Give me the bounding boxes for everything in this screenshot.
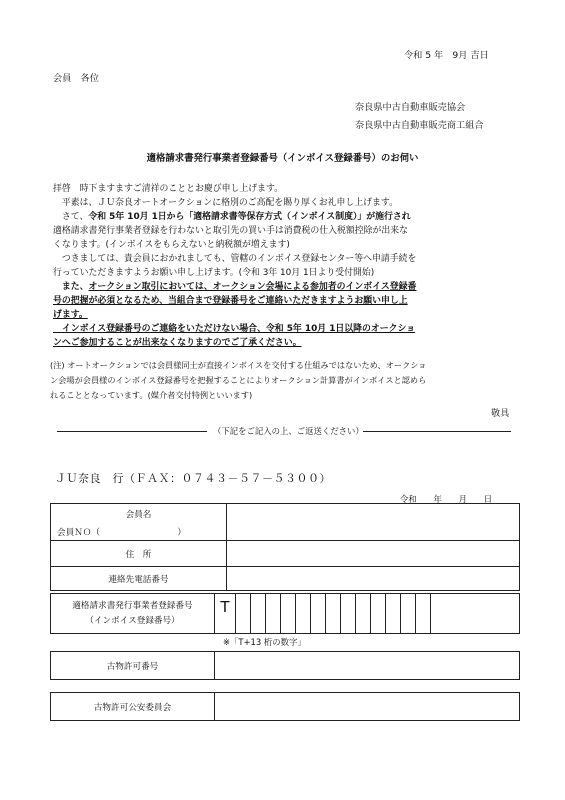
member-name-label: 会員名	[125, 510, 152, 520]
note-line-1: (注) オートオークションでは会員様同士が直接インボイスを交付する仕組みではないため、オークショ	[50, 360, 427, 370]
auction-notice-3: げます。	[53, 310, 88, 320]
member-name-field[interactable]	[227, 504, 520, 541]
antique-permit-table	[50, 651, 520, 680]
invoice-intro: さて、令和 5年 10月 1日から「適格請求書等保存方式（インボイス制度）」が施行され	[53, 212, 411, 222]
closing: 敬具	[491, 408, 510, 419]
divider-right	[363, 431, 511, 432]
invoice-prefix: T	[215, 594, 236, 634]
antique-commission-label: 古物許可公安委員会	[51, 693, 215, 721]
greeting: 拝啓 時下ますますご清祥のこととお慶び申し上げます。	[53, 184, 284, 194]
invoice-start-date: 令和 5年 10月 1日から「適格請求書等保存方式（インボイス制度）」が施行され	[88, 212, 411, 222]
antique-commission-table	[50, 692, 520, 721]
invoice-digit-12[interactable]	[401, 594, 416, 634]
antique-permit-label: 古物許可番号	[51, 652, 215, 680]
document-title: 適格請求書発行事業者登録番号（インボイス登録番号）のお伺い	[146, 153, 419, 164]
invoice-label-cell	[51, 594, 215, 634]
invoice-digit-2[interactable]	[251, 594, 266, 634]
invoice-digit-5[interactable]	[296, 594, 311, 634]
antique-permit-field[interactable]	[215, 652, 520, 680]
address-field[interactable]	[227, 541, 520, 567]
phone-field[interactable]	[227, 567, 520, 591]
invoice-line-2: 適格請求書発行事業者登録を行わないと取引先の買い手は消費税の仕入税額控除が出来な	[53, 226, 408, 236]
invoice-label-1: 適格請求書発行事業者登録番号	[72, 600, 193, 611]
note-line-3: れることとなっています。(媒介者交付特例といいます)	[50, 390, 253, 400]
member-info-table	[50, 503, 520, 591]
auction-notice-2: 号の把握が必須となるため、当組合まで登録番号をご連絡いただきますようお願い申し上	[53, 296, 408, 306]
invoice-digit-10[interactable]	[371, 594, 386, 634]
fax-destination: ＪＵ奈良 行（ＦＡＸ：０７４３－５７－５３００）	[55, 472, 331, 485]
phone-label: 連絡先電話番号	[51, 567, 227, 591]
note-line-2: ン会場が会員様のインボイス登録番号を把握することによりオークション計算書がインボイスと認めら	[50, 375, 427, 385]
invoice-extra-space	[431, 594, 520, 634]
invoice-digit-4[interactable]	[281, 594, 296, 634]
invoice-number-table	[50, 593, 520, 634]
member-no-label: 会員ＮＯ（ ）	[57, 528, 186, 538]
invoice-line-3: くなります。(インボイスをもらえないと納税額が増えます)	[53, 240, 290, 250]
invoice-digit-8[interactable]	[341, 594, 356, 634]
invoice-digit-1[interactable]	[236, 594, 251, 634]
request-line-1: つきましては、貴会員におかれましても、管轄のインボイス登録センター等へ申請手続を	[53, 254, 417, 264]
invoice-digit-6[interactable]	[311, 594, 326, 634]
thanks-line: 平素は、ＪＵ奈良オートオークションに格別のご高配を賜り厚くお礼申し上げます。	[53, 198, 398, 208]
form-date: 令和 年 月 日	[400, 494, 493, 504]
invoice-digit-3[interactable]	[266, 594, 281, 634]
invoice-label-2: （インボイス登録番号）	[85, 615, 180, 626]
invoice-digit-9[interactable]	[356, 594, 371, 634]
antique-commission-field[interactable]	[215, 693, 520, 721]
warning-line-2: ンへご参加することが出来なくなりますのでご了承ください。	[53, 338, 302, 348]
sender-line-1: 奈良県中古自動車販売協会	[355, 102, 466, 113]
auction-notice-1: また、オークション取引においては、オークション会場による参加者のインボイス登録番	[53, 282, 417, 292]
sender-line-2: 奈良県中古自動車販売商工組合	[355, 120, 484, 131]
letter-body	[53, 182, 523, 350]
return-instruction: （下記をご記入の上、ご返送ください）	[213, 426, 364, 436]
request-line-2: 行っていただきますようお願い申し上げます。(令和 3年 10月 1日より受付開始)	[53, 268, 375, 278]
invoice-digit-11[interactable]	[386, 594, 401, 634]
issue-date: 令和 5 年 9月 吉日	[404, 50, 489, 61]
invoice-digit-13[interactable]	[416, 594, 431, 634]
address-label: 住 所	[51, 541, 227, 567]
invoice-digit-7[interactable]	[326, 594, 341, 634]
invoice-format-note: ※「T+13 桁の数字」	[223, 637, 306, 647]
warning-line-1: インボイス登録番号のご連絡をいただけない場合、令和 5年 10月 1日以降のオークショ	[53, 324, 416, 334]
divider-left	[57, 431, 207, 432]
addressee: 会員 各位	[53, 73, 99, 84]
note-block	[50, 358, 530, 403]
member-name-cell	[51, 504, 227, 541]
